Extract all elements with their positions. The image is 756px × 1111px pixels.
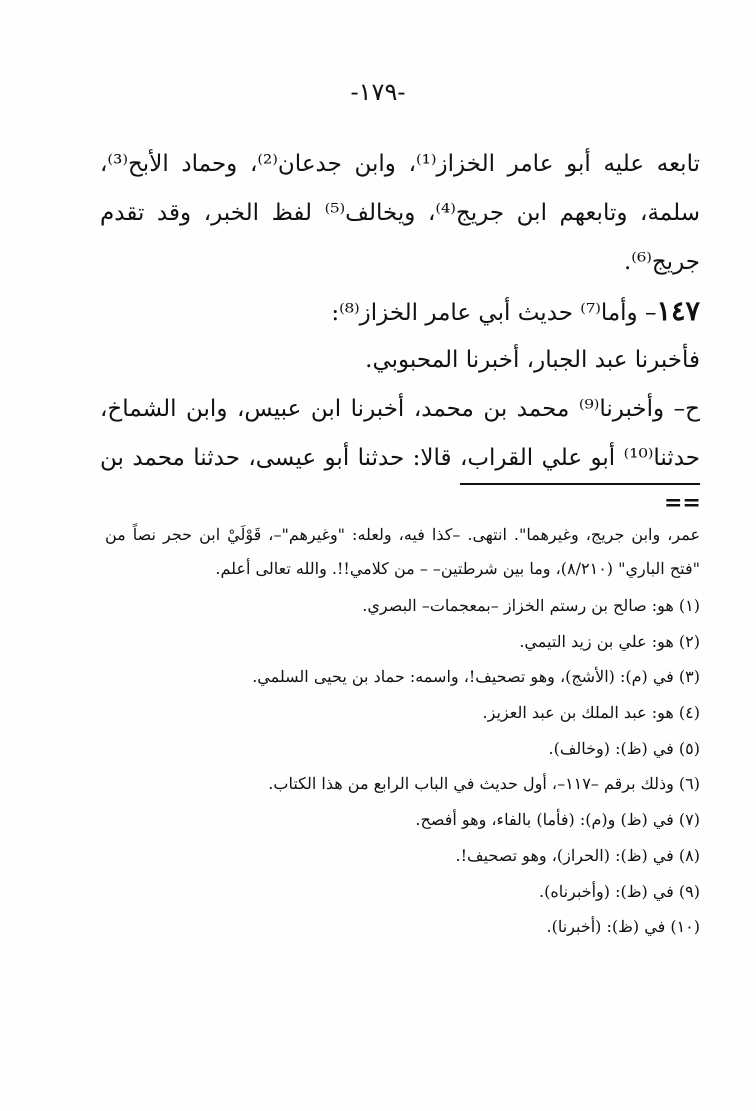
footnote-3: (٣) في (م): (الأشج)، وهو تصحيف!، واسمه: حماد بن يحيى السلمي. (252, 667, 700, 687)
footnote-6: (٦) وذلك برقم –١١٧–، أول حديث في الباب الرابع من هذا الكتاب. (268, 774, 700, 794)
footnote-9: (٩) في (ظ): (وأخبرناه). (539, 881, 700, 901)
separator-mark: == (664, 490, 701, 516)
footnote-5: (٥) في (ظ): (وخالف). (548, 738, 700, 758)
footnote-4: (٤) هو: عبد الملك بن عبد العزيز. (482, 703, 700, 723)
isnad-line-3: حدثنا⁽¹⁰⁾ أبو علي القراب، قالا: حدثنا أبو عيسى، حدثنا محمد بن (100, 445, 700, 471)
main-line-3: جريج⁽⁶⁾. (623, 249, 700, 275)
page-number: -١٧٩- (350, 78, 406, 106)
footnote-1: (١) هو: صالح بن رستم الخزاز –بمعجمات– البصري. (362, 596, 700, 615)
footnote-continuation-line-2: "فتح الباري" (٨/٢١٠)، وما بين شرطتين– – من كلامي!!. والله تعالى أعلم. (215, 559, 700, 578)
isnad-line-2: ح– وأخبرنا⁽⁹⁾ محمد بن محمد، أخبرنا ابن عبيس، وابن الشماخ، (100, 396, 700, 422)
hadith-heading (100, 287, 700, 336)
footnote-continuation-line-1: عمر، وابن جريج، وغيرهما". انتهى. –كذا فيه، ولعله: "وغيرهم"–، قَوْلَيْ ابن حجر نصاً من (105, 525, 700, 544)
footnote-separator-rule (460, 483, 700, 485)
footnote-7: (٧) في (ظ) و(م): (فأما) بالفاء، وهو أفصح. (415, 810, 700, 830)
footnote-continuation (105, 518, 700, 586)
hadith-heading-text: – وأما⁽⁷⁾ حديث أبي عامر الخزاز⁽⁸⁾: (331, 300, 657, 326)
footnotes-list (105, 588, 700, 945)
footnote-8: (٨) في (ظ): (الحراز)، وهو تصحيف!. (455, 845, 700, 865)
footnote-2: (٢) هو: علي بن زيد التيمي. (519, 631, 700, 651)
isnad-line-1: فأخبرنا عبد الجبار، أخبرنا المحبوبي. (365, 347, 700, 373)
hadith-number: ١٤٧ (656, 296, 700, 327)
main-line-2: سلمة، وتابعهم ابن جريج⁽⁴⁾، ويخالف⁽⁵⁾ لفظ الخبر، وقد تقدم (100, 200, 700, 226)
main-text (100, 140, 700, 483)
footnote-10: (١٠) في (ظ): (أخبرنا). (546, 917, 700, 937)
main-line-1: تابعه عليه أبو عامر الخزاز⁽¹⁾، وابن جدعان⁽²⁾، وحماد الأبح⁽³⁾، (100, 151, 700, 177)
